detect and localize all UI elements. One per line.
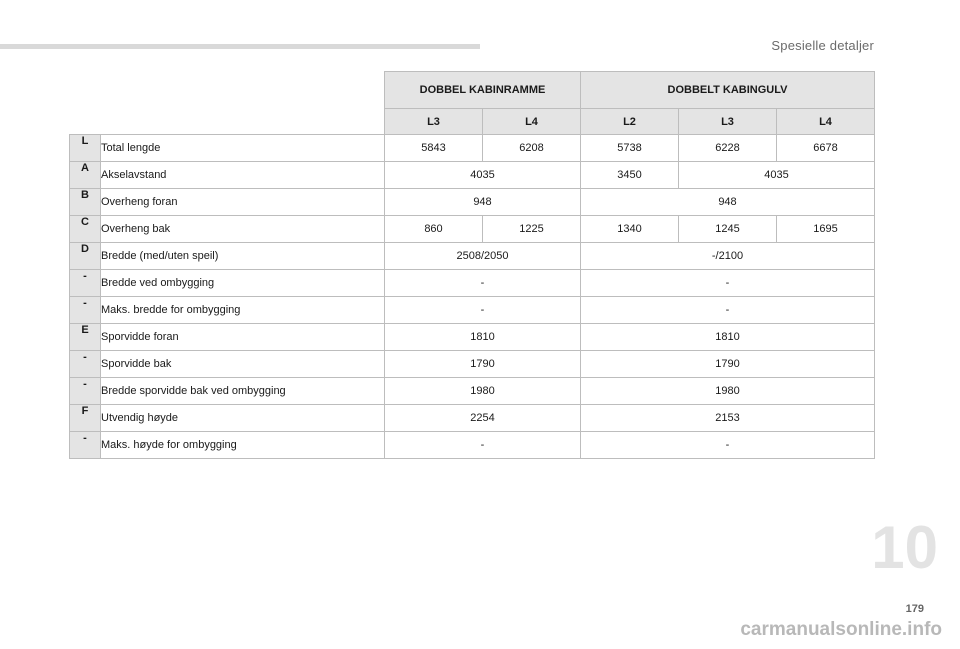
table-row	[70, 216, 875, 243]
header-rule	[0, 44, 480, 49]
value-cell: -	[581, 432, 875, 459]
value-cell: -	[385, 297, 581, 324]
value-cell: -	[581, 297, 875, 324]
table-row	[70, 432, 875, 459]
value-cell: 948	[581, 189, 875, 216]
row-label: Bredde ved ombygging	[101, 270, 385, 297]
row-label: Akselavstand	[101, 162, 385, 189]
value-cell: 6208	[483, 135, 581, 162]
subcolumn-header-row	[70, 109, 875, 135]
row-code: -	[70, 297, 101, 324]
subcolumn-header: L3	[385, 109, 483, 135]
row-code: -	[70, 432, 101, 459]
group-header-double-cab-floor: DOBBELT KABINGULV	[581, 72, 875, 109]
value-cell: 3450	[581, 162, 679, 189]
value-cell: 948	[385, 189, 581, 216]
row-code: L	[70, 135, 101, 162]
subcolumn-header: L3	[679, 109, 777, 135]
row-code: C	[70, 216, 101, 243]
row-label: Bredde (med/uten speil)	[101, 243, 385, 270]
subcolumn-header: L4	[483, 109, 581, 135]
value-cell: 6228	[679, 135, 777, 162]
table-row	[70, 243, 875, 270]
row-code: A	[70, 162, 101, 189]
value-cell: 2153	[581, 405, 875, 432]
subcolumn-header: L2	[581, 109, 679, 135]
row-label: Overheng bak	[101, 216, 385, 243]
chapter-number: 10	[871, 514, 938, 581]
table-row	[70, 324, 875, 351]
row-label: Bredde sporvidde bak ved ombygging	[101, 378, 385, 405]
value-cell: -	[385, 270, 581, 297]
value-cell: -	[385, 432, 581, 459]
value-cell: 1810	[385, 324, 581, 351]
row-label: Overheng foran	[101, 189, 385, 216]
value-cell: 5843	[385, 135, 483, 162]
value-cell: 5738	[581, 135, 679, 162]
row-label: Sporvidde foran	[101, 324, 385, 351]
value-cell: 1980	[385, 378, 581, 405]
watermark: carmanualsonline.info	[740, 619, 942, 640]
dimensions-table	[69, 71, 875, 459]
row-code: B	[70, 189, 101, 216]
row-code: D	[70, 243, 101, 270]
value-cell: -/2100	[581, 243, 875, 270]
row-label: Maks. bredde for ombygging	[101, 297, 385, 324]
row-code: -	[70, 270, 101, 297]
table-row	[70, 270, 875, 297]
table-row	[70, 135, 875, 162]
group-header-double-cab-frame: DOBBEL KABINRAMME	[385, 72, 581, 109]
table-row	[70, 297, 875, 324]
value-cell: 1340	[581, 216, 679, 243]
value-cell: 1695	[777, 216, 875, 243]
section-title: Spesielle detaljer	[771, 38, 874, 53]
value-cell: 1980	[581, 378, 875, 405]
value-cell: -	[581, 270, 875, 297]
value-cell: 1810	[581, 324, 875, 351]
value-cell: 1225	[483, 216, 581, 243]
row-code: E	[70, 324, 101, 351]
value-cell: 1790	[581, 351, 875, 378]
row-label: Sporvidde bak	[101, 351, 385, 378]
value-cell: 4035	[679, 162, 875, 189]
row-code: F	[70, 405, 101, 432]
row-label: Maks. høyde for ombygging	[101, 432, 385, 459]
row-code: -	[70, 378, 101, 405]
group-header-row	[70, 72, 875, 109]
value-cell: 860	[385, 216, 483, 243]
value-cell: 1245	[679, 216, 777, 243]
value-cell: 2508/2050	[385, 243, 581, 270]
row-label: Utvendig høyde	[101, 405, 385, 432]
value-cell: 2254	[385, 405, 581, 432]
value-cell: 4035	[385, 162, 581, 189]
table-row	[70, 189, 875, 216]
page-number: 179	[905, 603, 924, 615]
value-cell: 6678	[777, 135, 875, 162]
table-row	[70, 351, 875, 378]
row-label: Total lengde	[101, 135, 385, 162]
table-row	[70, 162, 875, 189]
table-row	[70, 405, 875, 432]
row-code: -	[70, 351, 101, 378]
value-cell: 1790	[385, 351, 581, 378]
table-row	[70, 378, 875, 405]
subcolumn-header: L4	[777, 109, 875, 135]
